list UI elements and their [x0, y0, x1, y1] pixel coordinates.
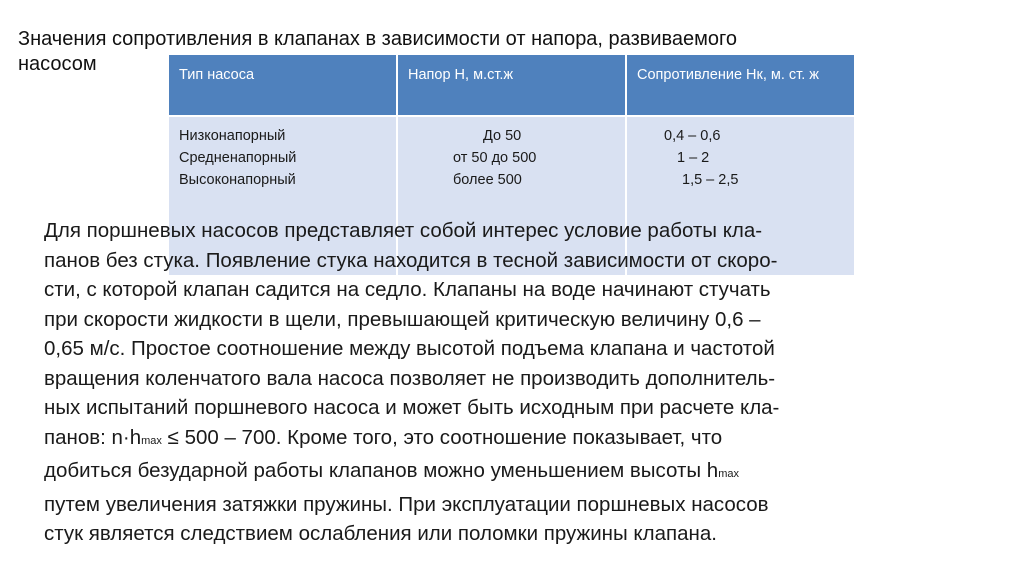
body-line: вращения коленчатого вала насоса позволяет не производить дополнитель- — [44, 366, 776, 390]
head-medium: от 50 до 500 — [453, 150, 537, 166]
header-resistance: Сопротивление Нк, м. ст. ж — [626, 55, 854, 116]
header-head: Напор Н, м.ст.ж — [397, 55, 626, 116]
table-header-row — [169, 55, 854, 116]
pump-type-low: Низконапорный — [179, 128, 286, 144]
resistance-high: 1,5 – 2,5 — [682, 172, 739, 188]
hmax-subscript: max — [718, 468, 739, 480]
resistance-low: 0,4 – 0,6 — [664, 128, 721, 144]
header-pump-type: Тип насоса — [169, 55, 397, 116]
resistance-medium: 1 – 2 — [677, 150, 710, 166]
head-low: До 50 — [483, 128, 522, 144]
pump-type-medium: Средненапорный — [179, 150, 297, 166]
body-line: панов без стука. Появление стука находится в тесной зависимости от скоро- — [44, 248, 778, 272]
body-line-formula — [44, 423, 974, 457]
hmax-text-start: добиться безударной работы клапанов можно уменьшением высоты h — [44, 459, 719, 482]
body-line: 0,65 м/с. Простое соотношение между высотой подъема клапана и частотой — [44, 337, 775, 360]
body-line: ных испытаний поршневого насоса и может быть исходным при расчете кла- — [44, 396, 780, 419]
formula-subscript: max — [141, 434, 162, 447]
formula-text-end: ≤ 500 – 700. Кроме того, это соотношение показывает, что — [161, 425, 723, 449]
body-line: путем увеличения затяжки пружины. При эксплуатации поршневых насосов — [44, 492, 769, 516]
body-paragraph — [44, 216, 974, 549]
head-high: более 500 — [453, 172, 522, 188]
body-line: сти, с которой клапан садится на седло. Клапаны на воде начинают стучать — [44, 278, 771, 301]
body-line-hmax — [44, 456, 974, 490]
body-line: Для поршневых насосов представляет собой интерес условие работы кла- — [44, 219, 763, 242]
title-line: Значения сопротивления в клапанах в зависимости от напора, развиваемого — [18, 28, 738, 50]
pump-type-high: Высоконапорный — [179, 172, 296, 188]
body-line: стук является следствием ослабления или поломки пружины клапана. — [44, 522, 717, 545]
body-line: при скорости жидкости в щели, превышающей критическую величину 0,6 – — [44, 307, 761, 331]
formula-text-start: панов: n·h — [44, 425, 142, 449]
title-line: насосом — [18, 53, 97, 75]
